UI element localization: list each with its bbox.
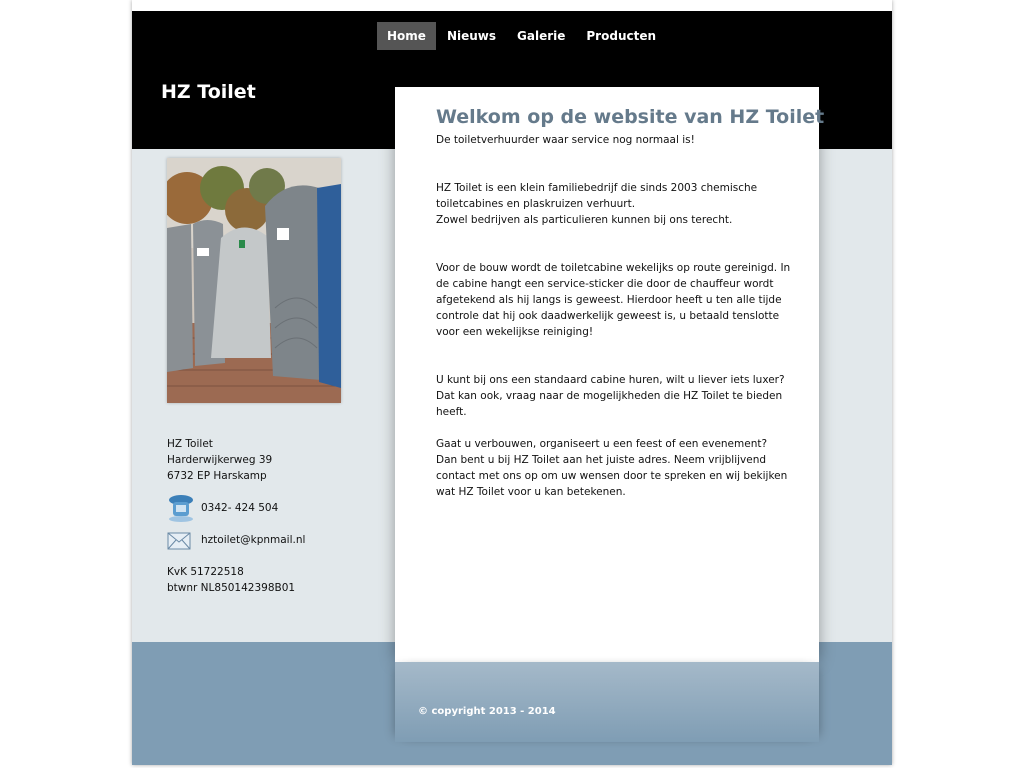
kvk-number: KvK 51722518 xyxy=(167,566,244,578)
top-strip xyxy=(132,0,892,11)
service-paragraph: Voor de bouw wordt de toiletcabine wekelijks op route gereinigd. In de cabine hangt een service-sticker die door de chauffeur wordt afgetekend als hij langs is geweest. Hierdoor heeft u ten alle tijde controle dat hij ook daadwerkelijk geweest is, u betaald tenslotte voor een wekelijkse reiniging! xyxy=(436,262,791,338)
site-title[interactable]: HZ Toilet xyxy=(161,81,256,103)
mail-icon xyxy=(167,531,191,555)
toilet-cabins-photo xyxy=(167,158,341,403)
main-heading: Welkom op de website van HZ Toilet xyxy=(436,106,825,128)
address-street: Harderwijkerweg 39 xyxy=(167,454,273,466)
nav-item-producten[interactable]: Producten xyxy=(586,29,657,43)
contact-paragraph: Gaat u verbouwen, organiseert u een feest of een evenement? Dan bent u bij HZ Toilet aan het juiste adres. Neem vrijblijvend contact met ons op om uw wensen door te spreken en wij bekijken wat HZ Toilet voor u kan betekenen. xyxy=(436,438,788,498)
address-city: 6732 EP Harskamp xyxy=(167,470,267,482)
page-wrapper xyxy=(132,0,892,765)
phone-number[interactable]: 0342- 424 504 xyxy=(201,502,279,514)
content-panel xyxy=(395,87,825,662)
copyright-text: © copyright 2013 - 2014 xyxy=(418,706,556,717)
nav-item-galerie[interactable]: Galerie xyxy=(517,29,566,43)
luxury-paragraph: U kunt bij ons een standaard cabine huren, wilt u liever iets luxer? Dat kan ook, vraag naar de mogelijkheden die HZ Toilet te bieden heeft. xyxy=(436,374,785,418)
phone-icon xyxy=(167,493,195,527)
main-nav xyxy=(377,22,667,50)
content-footer xyxy=(395,662,819,742)
nav-item-nieuws[interactable]: Nieuws xyxy=(446,29,497,43)
nav-item-home[interactable]: Home xyxy=(377,22,436,50)
intro-paragraph-line2: Zowel bedrijven als particulieren kunnen bij ons terecht. xyxy=(436,214,733,226)
company-name: HZ Toilet xyxy=(167,438,213,450)
btw-number: btwnr NL850142398B01 xyxy=(167,582,296,594)
email-link[interactable]: hztoilet@kpnmail.nl xyxy=(201,534,306,546)
intro-paragraph-line1: HZ Toilet is een klein familiebedrijf die sinds 2003 chemische toiletcabines en plaskruizen verhuurt. xyxy=(436,182,758,210)
tagline: De toiletverhuurder waar service nog normaal is! xyxy=(436,134,695,146)
